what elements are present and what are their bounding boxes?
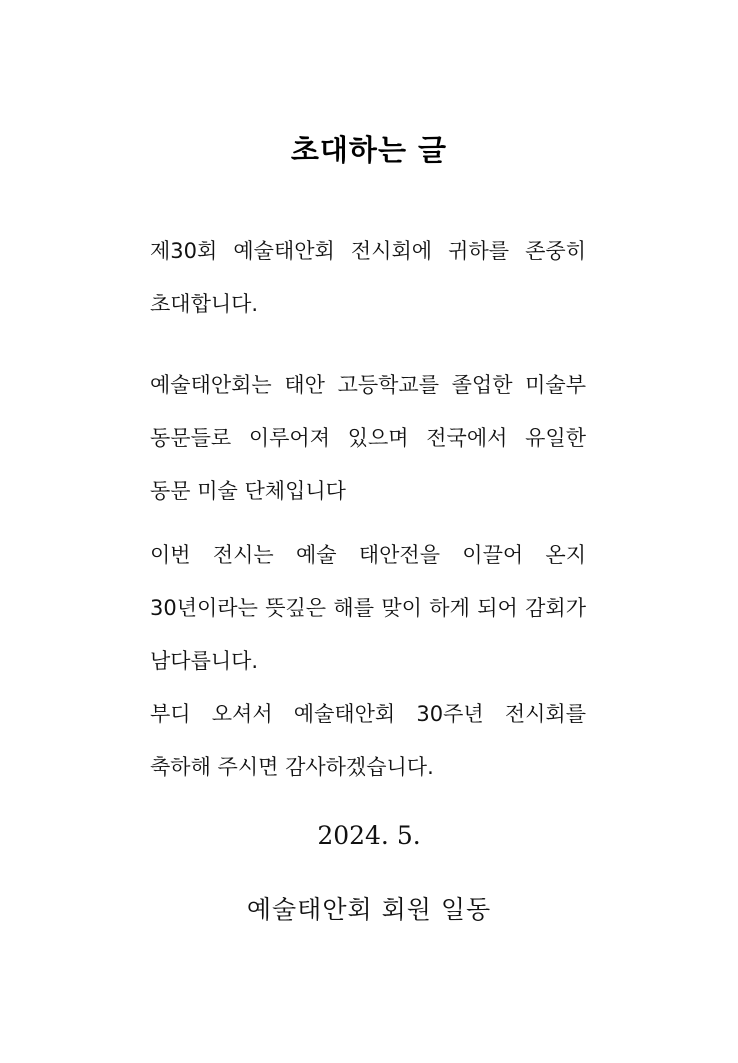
paragraph-line: 부디 오셔서 예술태안회 30주년 전시회를 bbox=[150, 702, 586, 726]
paragraph-line: 예술태안회는 태안 고등학교를 졸업한 미술부 bbox=[150, 373, 586, 397]
paragraph-line: 축하해 주시면 감사하겠습니다. bbox=[150, 755, 434, 779]
paragraph-line: 이번 전시는 예술 태안전을 이끌어 온지 bbox=[150, 543, 586, 567]
paragraph-about-group bbox=[150, 370, 586, 529]
paragraph-line: 30년이라는 뜻깊은 해를 맞이 하게 되어 감회가 bbox=[150, 596, 586, 620]
paragraph-line: 초대합니다. bbox=[150, 292, 259, 316]
paragraph-line: 제30회 예술태안회 전시회에 귀하를 존중히 bbox=[150, 239, 586, 263]
paragraph-line: 동문 미술 단체입니다 bbox=[150, 479, 346, 503]
paragraph-line: 남다릅니다. bbox=[150, 649, 259, 673]
paragraph-exhibition bbox=[150, 540, 586, 805]
page-title: 초대하는 글 bbox=[290, 133, 448, 167]
signature-text: 예술태안회 회원 일동 bbox=[246, 895, 492, 924]
paragraph-invitation bbox=[150, 236, 586, 342]
paragraph-line: 동문들로 이루어져 있으며 전국에서 유일한 bbox=[150, 426, 586, 450]
date-text: 2024. 5. bbox=[317, 821, 421, 850]
